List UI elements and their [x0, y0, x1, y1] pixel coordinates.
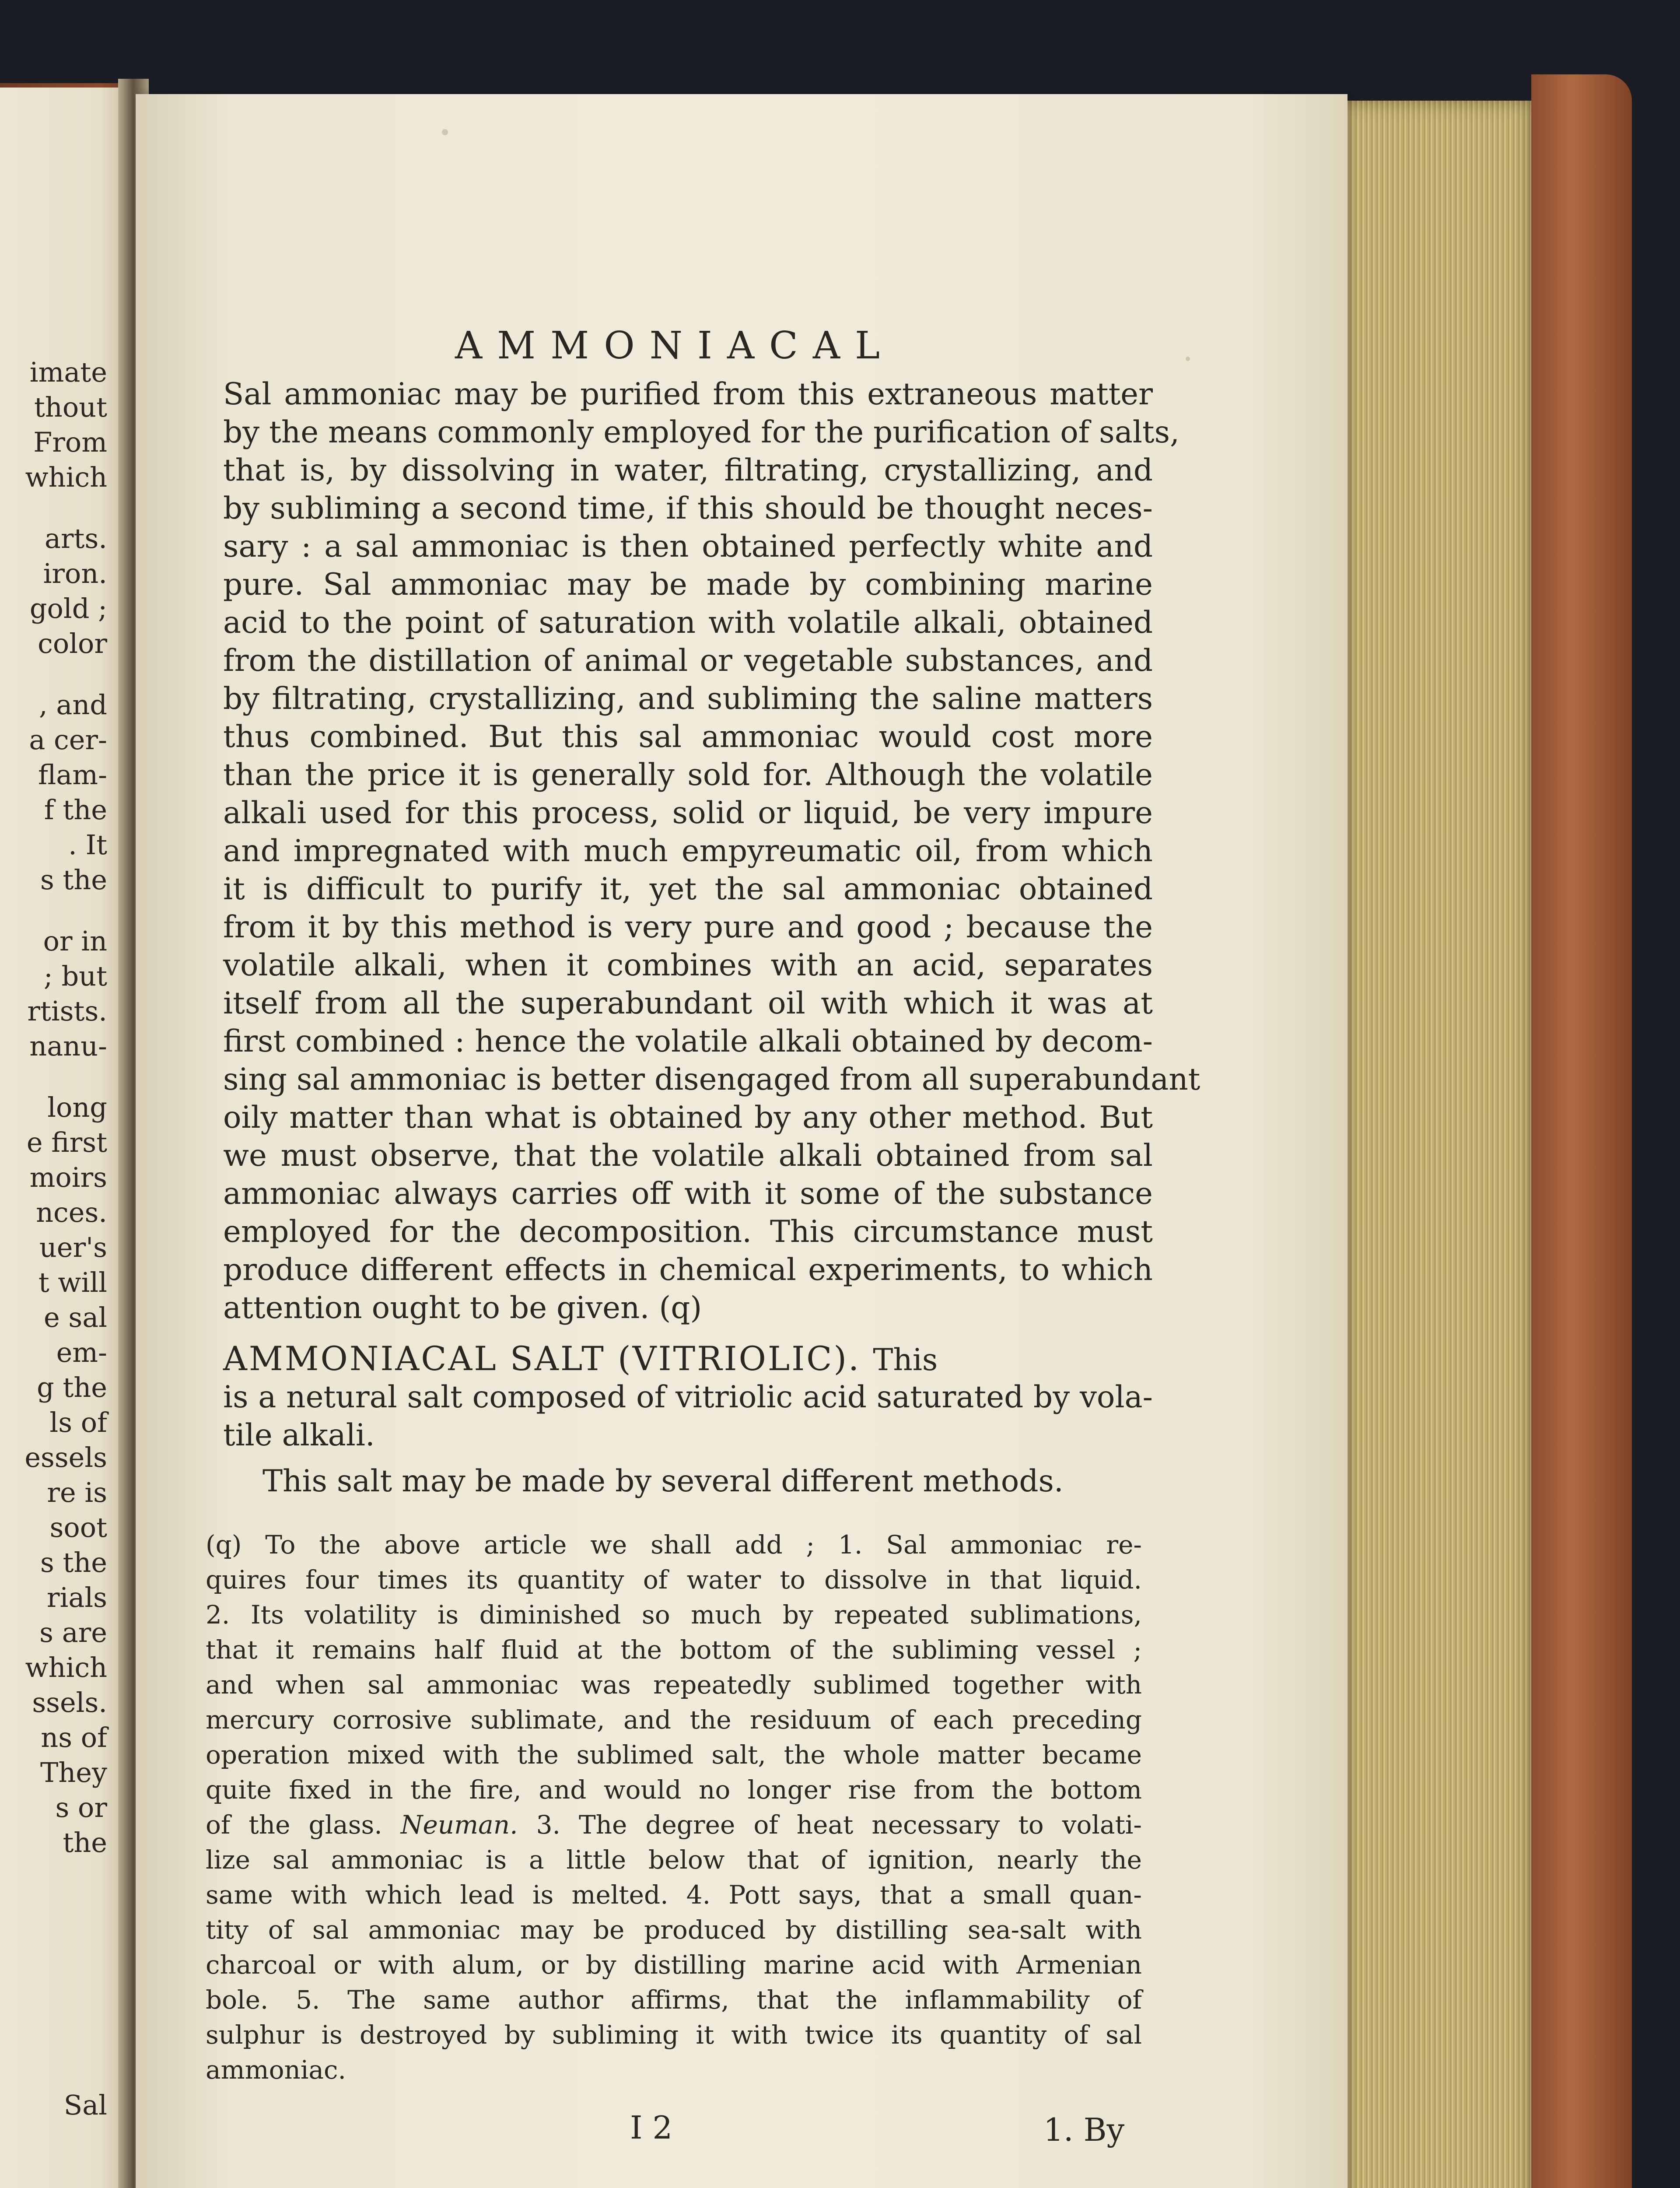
text-line: from the distillation of animal or vegetable substances, and [223, 643, 1153, 678]
footnote-line: lize sal ammoniac is a little below that of ignition, nearly the [206, 1845, 1142, 1875]
footnote-line: bole. 5. The same author affirms, that the inflammability of [206, 1985, 1142, 2015]
footnote-line: and when sal ammoniac was repeatedly sublimed together with [206, 1670, 1142, 1700]
footnote-line: operation mixed with the sublimed salt, the whole matter became [206, 1740, 1142, 1770]
text-line: by subliming a second time, if this should be thought neces- [223, 491, 1153, 526]
catchword: 1. By [1043, 2111, 1125, 2148]
left-page-line: re is [47, 1476, 107, 1508]
footnote-line: sulphur is destroyed by subliming it with twice its quantity of sal [206, 2020, 1142, 2050]
left-page-line: g the [37, 1371, 107, 1403]
text-line: we must observe, that the volatile alkali obtained from sal [223, 1138, 1153, 1173]
text-line: than the price it is generally sold for. Although the volatile [223, 757, 1153, 792]
text-line: by the means commonly employed for the purification of salts, [223, 415, 1180, 450]
left-page-line: s the [40, 864, 107, 896]
paper-spot [1186, 357, 1190, 361]
left-page-line: iron. [43, 558, 107, 589]
text-line: oily matter than what is obtained by any other method. But [223, 1100, 1153, 1135]
text-line: first combined : hence the volatile alkali obtained by decom- [223, 1024, 1153, 1059]
left-page-line: s or [55, 1792, 107, 1823]
text-line: alkali used for this process, solid or liquid, be very impure [223, 796, 1153, 831]
text-line: Sal ammoniac may be purified from this extraneous matter [223, 377, 1153, 412]
text-line: sing sal ammoniac is better disengaged from all superabundant [223, 1062, 1200, 1097]
footnote-fragment: 3. The degree of heat necessary to volati- [536, 1810, 1142, 1840]
left-page-line: thout [34, 391, 107, 423]
left-page-line: t will [38, 1266, 107, 1298]
text-line: and impregnated with much empyreumatic oil, from which [223, 834, 1153, 869]
entry-definition-start: This [873, 1343, 938, 1378]
text-line: is a netural salt composed of vitriolic acid saturated by vola- [223, 1380, 1153, 1415]
left-page-line: Sal [63, 2089, 107, 2121]
text-line: acid to the point of saturation with volatile alkali, obtained [223, 605, 1153, 640]
left-page-line: color [38, 628, 107, 659]
left-page-line: rials [46, 1581, 107, 1613]
left-page-line: s the [40, 1546, 107, 1578]
left-page-line: ; but [43, 960, 107, 992]
signature-mark: I 2 [630, 2109, 673, 2146]
text-line: sary : a sal ammoniac is then obtained perfectly white and [223, 529, 1153, 564]
left-page-line: the [63, 1827, 107, 1858]
left-page-line: a cer- [29, 724, 107, 756]
left-page-line: uer's [39, 1231, 107, 1263]
left-page-line: long [47, 1091, 107, 1123]
footnote-line: tity of sal ammoniac may be produced by distilling sea-salt with [206, 1915, 1142, 1945]
left-page-line: s are [39, 1616, 107, 1648]
text-line: employed for the decomposition. This circumstance must [223, 1214, 1153, 1249]
footnote-line: quite fixed in the fire, and would no longer rise from the bottom [206, 1775, 1142, 1805]
left-page-line: ssels. [32, 1687, 107, 1718]
footnote-line: that it remains half fluid at the bottom of the subliming vessel ; [206, 1635, 1142, 1665]
text-line: produce different effects in chemical experiments, to which [223, 1252, 1153, 1287]
entry-title: AMMONIACAL SALT (VITRIOLIC). [223, 1339, 861, 1378]
left-page-line: or in [43, 925, 107, 957]
left-page-line: ns of [41, 1722, 107, 1753]
footnote-line [206, 1807, 1142, 1842]
left-page-line: e first [26, 1126, 107, 1158]
left-page-line: moirs [29, 1161, 107, 1193]
footnote-author: Neuman. [400, 1810, 518, 1840]
page-heading: AMMONIACAL [455, 324, 895, 368]
left-page-line: , and [39, 689, 107, 721]
left-page-line: f the [44, 794, 107, 826]
text-line: itself from all the superabundant oil with which it was at [223, 986, 1153, 1021]
footnote-line: 2. Its volatility is diminished so much by repeated sublimations, [206, 1600, 1142, 1630]
footnote [206, 1527, 1142, 2087]
left-page-line: which [25, 1652, 107, 1683]
footnote-line: same with which lead is melted. 4. Pott says, that a small quan- [206, 1880, 1142, 1910]
entry-definition [223, 1378, 1153, 1455]
footnote-line: charcoal or with alum, or by distilling marine acid with Armenian [206, 1950, 1142, 1980]
footnote-fragment: of the glass. [206, 1810, 382, 1840]
text-line: tile alkali. [223, 1418, 375, 1453]
left-page-line: From [33, 426, 107, 458]
left-page-line: . It [68, 829, 107, 861]
left-page [0, 88, 125, 2188]
entry-title-line [223, 1339, 1153, 1378]
left-page-line: gold ; [29, 593, 107, 624]
method-line: This salt may be made by several different methods. [262, 1464, 1064, 1499]
page-edges [1339, 101, 1531, 2188]
text-line: volatile alkali, when it combines with an acid, separates [223, 948, 1153, 983]
left-page-line: ls of [49, 1406, 107, 1438]
left-page-line: nces. [36, 1196, 107, 1228]
main-paragraph [223, 375, 1200, 1327]
footnote-line: (q) To the above article we shall add ; 1. Sal ammoniac re- [206, 1530, 1142, 1560]
paper-spot [442, 129, 448, 135]
left-page-line: imate [29, 356, 107, 388]
footnote-line: ammoniac. [206, 2055, 346, 2085]
text-line: pure. Sal ammoniac may be made by combining marine [223, 567, 1153, 602]
left-page-line: rtists. [27, 995, 107, 1027]
text-line: attention ought to be given. (q) [223, 1290, 702, 1325]
text-line: ammoniac always carries off with it some of the substance [223, 1176, 1153, 1211]
text-line: by filtrating, crystallizing, and subliming the saline matters [223, 681, 1153, 716]
left-page-line: nanu- [29, 1030, 107, 1062]
left-page-line: which [25, 461, 107, 493]
left-page-line: soot [49, 1511, 107, 1543]
footnote-line: quires four times its quantity of water to dissolve in that liquid. [206, 1565, 1142, 1595]
text-line: that is, by dissolving in water, filtrating, crystallizing, and [223, 453, 1153, 488]
text-line: from it by this method is very pure and good ; because the [223, 910, 1153, 945]
footnote-line: mercury corrosive sublimate, and the residuum of each preceding [206, 1705, 1142, 1735]
left-page-line: essels [24, 1441, 107, 1473]
text-line: it is difficult to purify it, yet the sal ammoniac obtained [223, 872, 1153, 907]
left-page-line: They [40, 1757, 107, 1788]
left-page-line: flam- [38, 759, 107, 791]
right-cover [1531, 74, 1632, 2188]
left-page-line: e sal [43, 1301, 107, 1333]
left-page-line: em- [56, 1336, 107, 1368]
left-page-line: arts. [44, 522, 107, 554]
text-line: thus combined. But this sal ammoniac would cost more [223, 719, 1153, 754]
